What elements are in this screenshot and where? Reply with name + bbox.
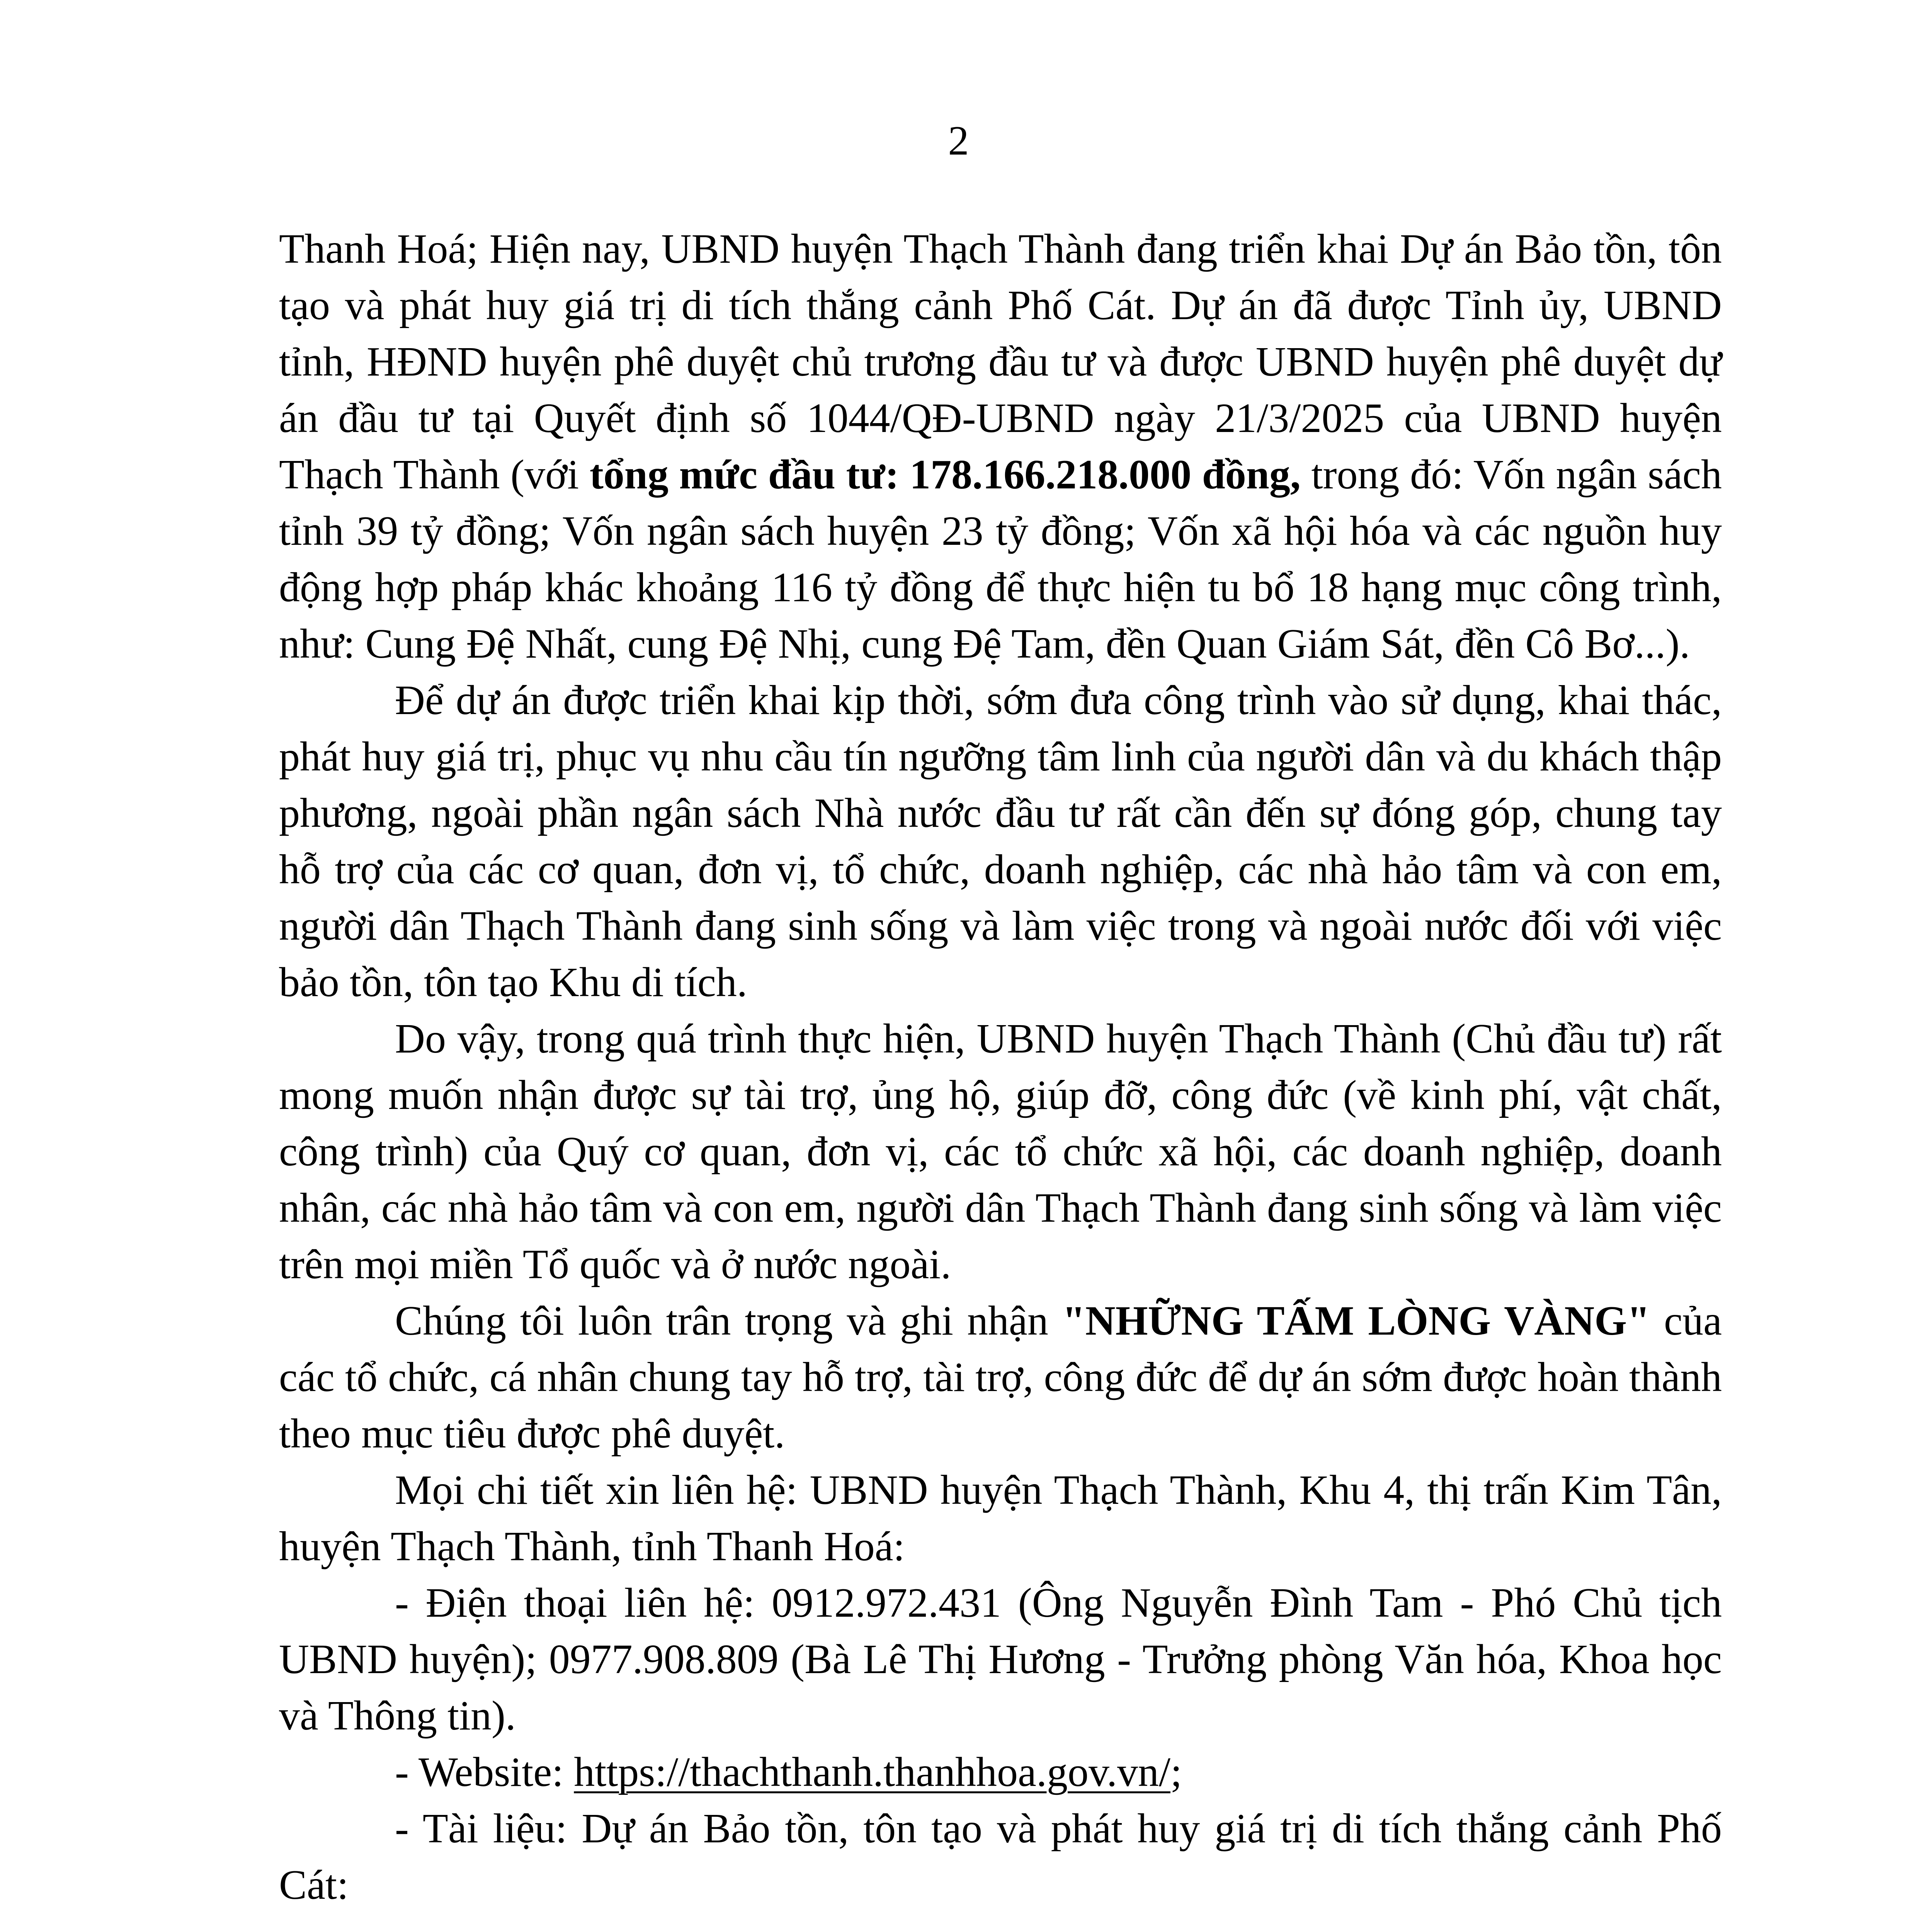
contact-phone: - Điện thoại liên hệ: 0912.972.431 (Ông Nguyễn Đình Tam - Phó Chủ tịch UBND huyện); 0977.908.809 (Bà Lê Thị Hương - Trưởng phòng Văn hóa, Khoa học và Thông tin). (279, 1580, 1722, 1739)
project-overview-funding-text: trong đó: Vốn ngân sách tỉnh 39 tỷ đồng; Vốn ngân sách huyện 23 tỷ đồng; Vốn xã hội hóa và các nguồn huy động hợp pháp khác khoảng 116 tỷ đồng để thực hiện tu bổ 18 hạng mục công trình, như: Cung Đệ Nhất, cung Đệ Nhị, cung Đệ Tam, đền Quan Giám Sát, đền Cô Bơ...). (279, 452, 1722, 667)
paragraph-sponsorship-request: Do vậy, trong quá trình thực hiện, UBND huyện Thạch Thành (Chủ đầu tư) rất mong muốn nhận được sự tài trợ, ủng hộ, giúp đỡ, công đức (về kinh phí, vật chất, công trình) của Quý cơ quan, đơn vị, các tổ chức xã hội, các doanh nghiệp, doanh nhân, các nhà hảo tâm và con em, người dân Thạch Thành đang sinh sống và làm việc trên mọi miền Tổ quốc và ở nước ngoài. (279, 1016, 1722, 1287)
total-investment-amount: tổng mức đầu tư: 178.166.218.000 đồng, (589, 452, 1301, 498)
contact-website (279, 1744, 1722, 1801)
paragraph-gratitude (279, 1293, 1722, 1462)
website-link[interactable]: https://thachthanh.thanhhoa.gov.vn/ (574, 1749, 1170, 1795)
contact-list (279, 1575, 1722, 1913)
paragraph-call-for-support: Để dự án được triển khai kịp thời, sớm đưa công trình vào sử dụng, khai thác, phát huy giá trị, phục vụ nhu cầu tín ngưỡng tâm linh của người dân và du khách thập phương, ngoài phần ngân sách Nhà nước đầu tư rất cần đến sự đóng góp, chung tay hỗ trợ của các cơ quan, đơn vị, tổ chức, doanh nghiệp, các nhà hảo tâm và con em, người dân Thạch Thành đang sinh sống và làm việc trong và ngoài nước đối với việc bảo tồn, tôn tạo Khu di tích. (279, 677, 1722, 1005)
gratitude-text: Chúng tôi luôn trân trọng và ghi nhận (395, 1298, 1062, 1344)
golden-hearts-phrase: "NHỮNG TẤM LÒNG VÀNG" (1062, 1298, 1650, 1344)
document-body (279, 221, 1722, 1932)
page-number: 2 (948, 118, 969, 164)
contact-document: - Tài liệu: Dự án Bảo tồn, tôn tạo và phát huy giá trị di tích thắng cảnh Phố Cát: (279, 1806, 1722, 1908)
website-prefix: - Website: (395, 1749, 574, 1795)
project-overview-text: Thanh Hoá; Hiện nay, UBND huyện Thạch Thành đang triển khai Dự án Bảo tồn, tôn tạo và phát huy giá trị di tích thắng cảnh Phố Cát. Dự án đã được Tỉnh ủy, UBND tỉnh, HĐND huyện phê duyệt chủ trương đầu tư và được UBND huyện phê duyệt dự án đầu tư tại Quyết định số 1044/QĐ-UBND ngày 21/3/2025 của UBND huyện Thạch Thành (với (279, 226, 1722, 498)
gratitude-text-continued: của các tổ chức, cá nhân chung tay hỗ trợ, tài trợ, công đức để dự án sớm được hoàn thành theo mục tiêu được phê duyệt. (279, 1298, 1722, 1457)
paragraph-contact-intro: Mọi chi tiết xin liên hệ: UBND huyện Thạch Thành, Khu 4, thị trấn Kim Tân, huyện Thạch Thành, tỉnh Thanh Hoá: (279, 1467, 1722, 1570)
website-suffix: ; (1170, 1749, 1182, 1795)
paragraph-project-overview (279, 221, 1722, 672)
